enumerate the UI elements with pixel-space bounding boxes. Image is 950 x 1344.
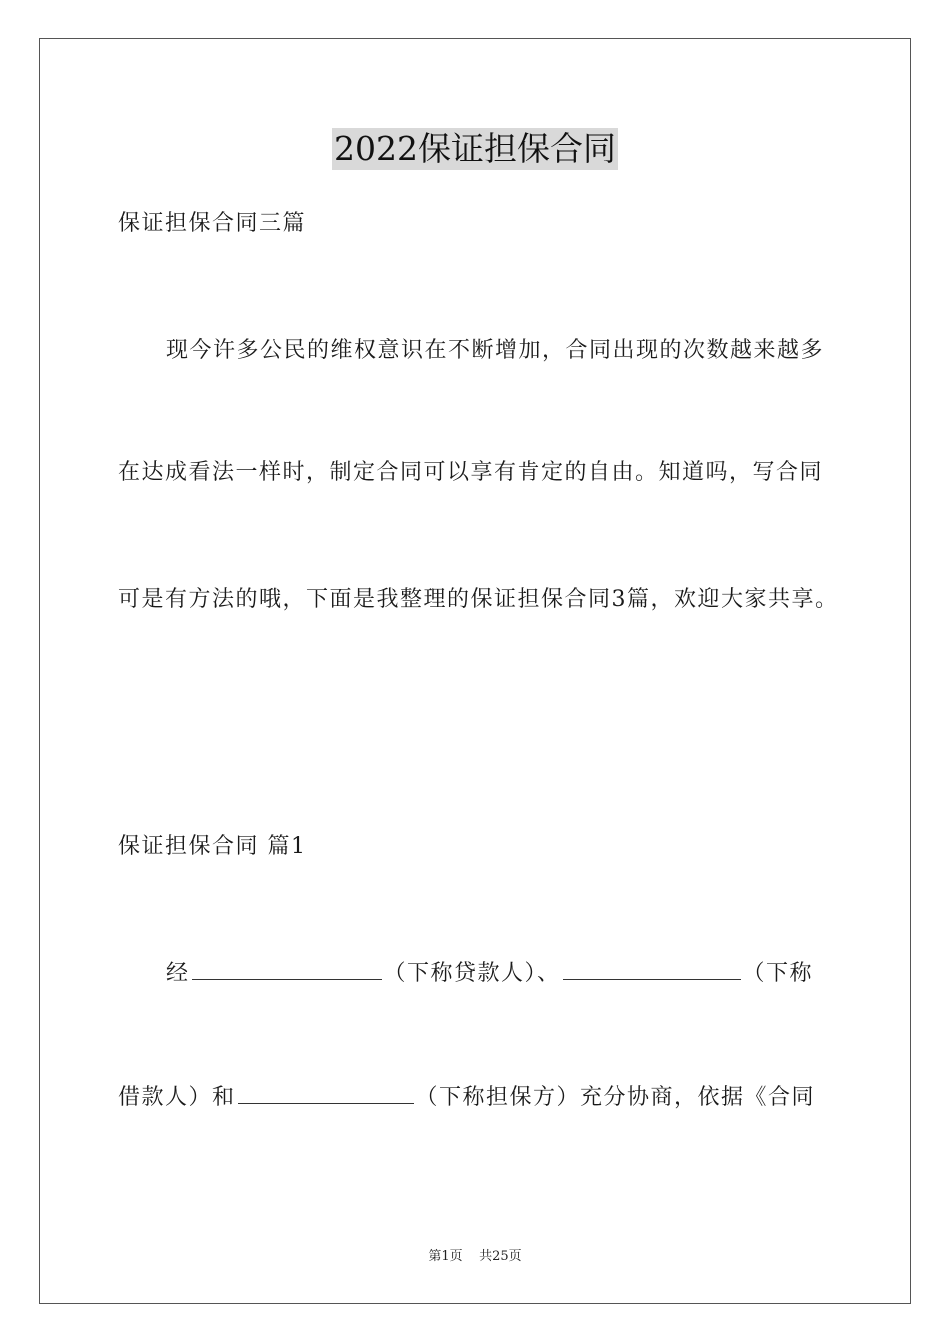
page-number: 第1页 [428, 1249, 463, 1264]
clause-text: 借款人）和 [118, 1085, 236, 1110]
document-title: 2022保证担保合同 [334, 129, 616, 168]
clause-text: 经 [166, 961, 190, 986]
borrower-blank[interactable] [563, 957, 741, 980]
clause-line-1 [166, 957, 813, 989]
clause-text: （下称担保方）充分协商，依据《合同 [415, 1085, 816, 1110]
document-subtitle: 保证担保合同三篇 [118, 211, 307, 236]
intro-line-1: 现今许多公民的维权意识在不断增加，合同出现的次数越来越多 [166, 338, 825, 363]
intro-line-3: 可是有方法的哦，下面是我整理的保证担保合同3篇，欢迎大家共享。 [118, 587, 839, 612]
lender-blank[interactable] [192, 957, 382, 980]
clause-line-2 [118, 1081, 815, 1113]
title-container [0, 128, 950, 170]
total-pages: 共25页 [479, 1249, 522, 1264]
clause-text: （下称 [742, 961, 814, 986]
intro-line-2: 在达成看法一样时，制定合同可以享有肯定的自由。知道吗，写合同 [118, 460, 824, 485]
guarantor-blank[interactable] [238, 1081, 414, 1104]
page-footer [0, 1248, 950, 1266]
section-heading: 保证担保合同 篇1 [118, 834, 307, 859]
clause-text: （下称贷款人）、 [383, 961, 561, 986]
